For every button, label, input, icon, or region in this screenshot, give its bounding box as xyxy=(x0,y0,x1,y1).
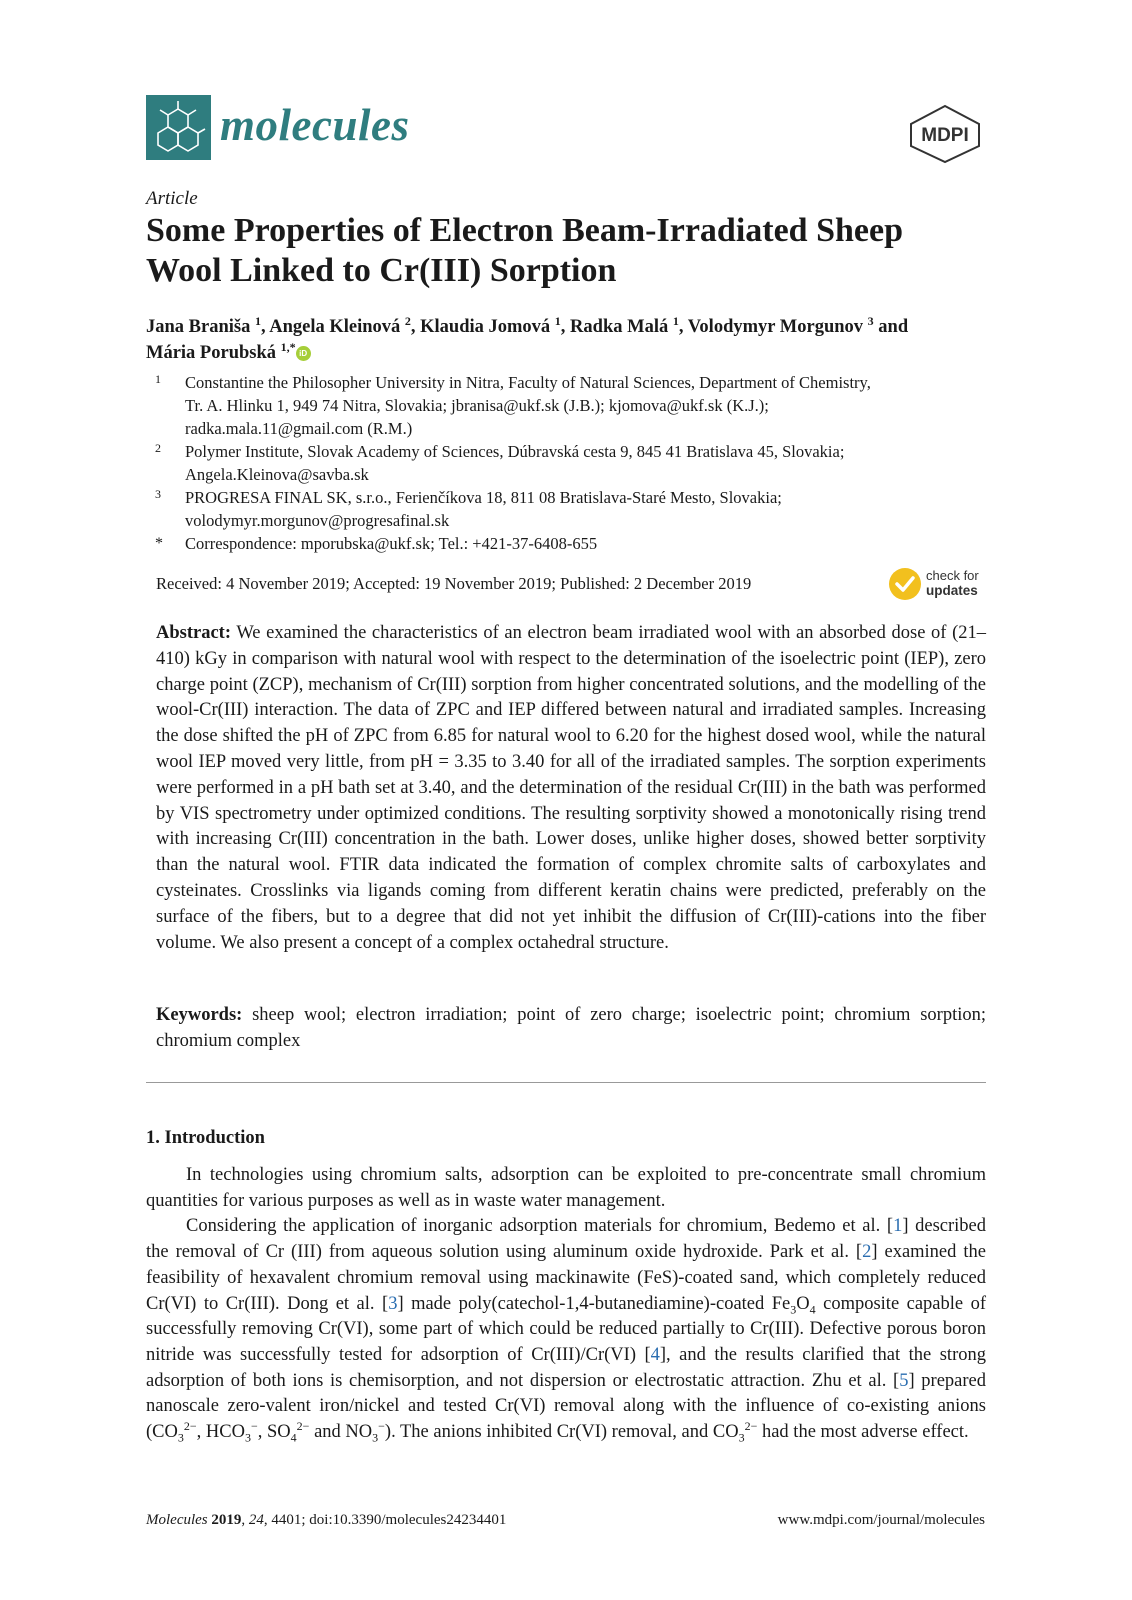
affiliation-item xyxy=(155,440,985,486)
citation-link[interactable]: 4 xyxy=(650,1344,660,1365)
affiliations xyxy=(155,371,985,555)
section-divider xyxy=(146,1082,986,1083)
publisher-name: MDPI xyxy=(921,125,969,146)
title-line-1: Some Properties of Electron Beam-Irradiated Sheep xyxy=(146,212,903,249)
keywords-text: sheep wool; electron irradiation; point of zero charge; isoelectric point; chromium sorption; chromium complex xyxy=(156,1005,986,1051)
and-word: and xyxy=(878,317,909,337)
publication-dates: Received: 4 November 2019; Accepted: 19 November 2019; Published: 2 December 2019 xyxy=(156,574,752,593)
author-affiliation-mark: 3 xyxy=(867,313,874,328)
author-name[interactable]: Jana Braniša xyxy=(146,317,251,337)
affiliation-line: radka.mala.11@gmail.com (R.M.) xyxy=(185,419,413,438)
footer-volume: 24 xyxy=(248,1512,264,1528)
author-name[interactable]: Radka Malá xyxy=(570,317,669,337)
keywords-label: Keywords: xyxy=(156,1005,243,1025)
affiliation-item xyxy=(155,486,985,532)
paper-title xyxy=(146,211,1006,291)
abstract xyxy=(156,621,986,956)
affiliation-item xyxy=(155,371,985,440)
affiliation-line: volodymyr.morgunov@progresafinal.sk xyxy=(185,511,450,530)
abstract-label: Abstract: xyxy=(156,623,232,643)
correspondence-line: Correspondence: mporubska@ukf.sk; Tel.: +421-37-6408-655 xyxy=(185,534,598,553)
check-for-updates-badge[interactable] xyxy=(888,565,988,603)
abstract-text: We examined the characteristics of an electron beam irradiated wool with an absorbed dose of (21–410) kGy in comparison with natural wool with respect to the determination of the isoelectric point (IEP), zero charge point (ZCP), mechanism of Cr(III) sorption from higher concentrated solutions, and the modelling of the wool-Cr(III) interaction. The data of ZPC and IEP differed between natural and irradiated samples. Increasing the dose shifted the pH of ZPC from 6.85 for natural wool to 6.20 for the highest dosed wool, while the natural wool IEP moved very little, from pH = 3.35 to 3.40 for all of the irradiated samples. The sorption experiments were performed in a pH bath set at 3.40, and the determination of the residual Cr(III) in the bath was performed by VIS spectrometry under optimized conditions. The resulting sorptivity showed a monotonically rising trend with increasing Cr(III) concentration in the bath. Lower doses, unlike higher doses, showed better sorptivity than the natural wool. FTIR data indicated the formation of complex chromite salts of carboxylates and cysteinates. Crosslinks via ligands coming from different keratin chains were predicted, preferably on the surface of the fibers, but to a degree that did not yet inhibit the diffusion of Cr(III)-cations into the fiber volume. We also present a concept of a complex octahedral structure. xyxy=(156,623,986,953)
footer-doi: , 4401; doi:10.3390/molecules24234401 xyxy=(263,1512,507,1528)
orcid-icon[interactable]: iD xyxy=(296,346,311,361)
correspondence-item xyxy=(155,532,985,555)
citation-link[interactable]: 3 xyxy=(388,1293,398,1314)
footer-journal: Molecules xyxy=(146,1512,208,1528)
author-affiliation-mark: 1,* xyxy=(280,339,296,354)
check-updates-icon xyxy=(888,567,922,601)
mdpi-logo-icon xyxy=(905,104,985,164)
keywords xyxy=(156,1003,986,1055)
footer-journal-url[interactable]: www.mdpi.com/journal/molecules xyxy=(777,1512,985,1528)
citation-link[interactable]: 2 xyxy=(862,1242,872,1263)
author-affiliation-mark: 1 xyxy=(554,313,561,328)
citation-link[interactable]: 5 xyxy=(899,1370,909,1391)
affiliation-line: Constantine the Philosopher University in Nitra, Faculty of Natural Sciences, Department of Chemistry, xyxy=(185,373,871,392)
journal-logo-icon xyxy=(146,95,211,160)
author-affiliation-mark: 1 xyxy=(254,313,261,328)
author-affiliation-mark: 1 xyxy=(672,313,679,328)
author-list: Jana Braniša $^1$, Angela Kleinová $^2$, Klaudia Jomová $^1$, Radka Malá $^1$, Volodymyr Morgunov $^3$ and Mária Porubská $^{1,*}$ iD xyxy=(146,313,909,363)
paragraph: Considering the application of inorganic adsorption materials for chromium, Bedemo et al. [1] described the removal of Cr (III) from aqueous solution using aluminum oxide hydroxide. Park et al. [2] examined the feasibility of hexavalent chromium removal using mackinawite (FeS)-coated sand, which completely reduced Cr(VI) to Cr(III). Dong et al. [3] made poly(catechol-1,4-butanediamine)-coated $Fe_3O_4$ composite capable of successfully removing Cr(VI), some part of which could be reduced partially to Cr(III). Defective porous boron nitride was successfully tested for adsorption of Cr(III)/Cr(VI) [4], and the results clarified that the strong adsorption of both ions is chemisorption, and not dispersion or electrostatic attraction. Zhu et al. [5] prepared nanoscale zero-valent iron/nickel and tested Cr(VI) removal along with the influence of co-existing anions ($CO_3^{2-}$, $HCO_3^-$, $SO_4^{2-}$ and $NO_3^-$). The anions inhibited Cr(VI) removal, and $CO_3^{2-}$ had the most adverse effect. xyxy=(146,1216,987,1445)
check-updates-line-1: check for xyxy=(926,568,979,583)
affiliation-line: Polymer Institute, Slovak Academy of Sciences, Dúbravská cesta 9, 845 41 Bratislava 45, Slovakia; xyxy=(185,442,845,461)
affiliation-mark: 3 xyxy=(155,487,161,501)
affiliation-line: PROGRESA FINAL SK, s.r.o., Ferienčíkova 18, 811 08 Bratislava-Staré Mesto, Slovakia; xyxy=(185,488,782,507)
affiliation-mark: 1 xyxy=(155,372,161,386)
title-line-2: Wool Linked to Cr(III) Sorption xyxy=(146,252,617,289)
citation-link[interactable]: 1 xyxy=(893,1216,903,1237)
affiliation-line: Angela.Kleinova@savba.sk xyxy=(185,465,369,484)
correspondence-mark: * xyxy=(155,535,163,552)
footer-citation: Molecules 2019, 24, 4401; doi:10.3390/molecules24234401 xyxy=(146,1512,507,1528)
article-type: Article xyxy=(146,188,198,209)
section-heading: 1. Introduction xyxy=(146,1128,265,1148)
footer-year: 2019 xyxy=(211,1512,242,1528)
check-updates-line-2: updates xyxy=(926,583,978,598)
introduction-body xyxy=(146,1163,986,1446)
author-name[interactable]: Volodymyr Morgunov xyxy=(687,317,864,337)
author-name[interactable]: Klaudia Jomová xyxy=(420,317,551,337)
author-name[interactable]: Mária Porubská xyxy=(146,343,277,363)
affiliation-mark: 2 xyxy=(155,441,161,455)
author-name[interactable]: Angela Kleinová xyxy=(269,317,401,337)
paragraph: In technologies using chromium salts, adsorption can be exploited to pre-concentrate small chromium quantities for various purposes as well as in waste water management. xyxy=(146,1165,986,1211)
author-affiliation-mark: 2 xyxy=(404,313,411,328)
affiliation-line: Tr. A. Hlinku 1, 949 74 Nitra, Slovakia; jbranisa@ukf.sk (J.B.); kjomova@ukf.sk (K.J.); xyxy=(185,396,769,415)
journal-name: molecules xyxy=(220,100,410,150)
